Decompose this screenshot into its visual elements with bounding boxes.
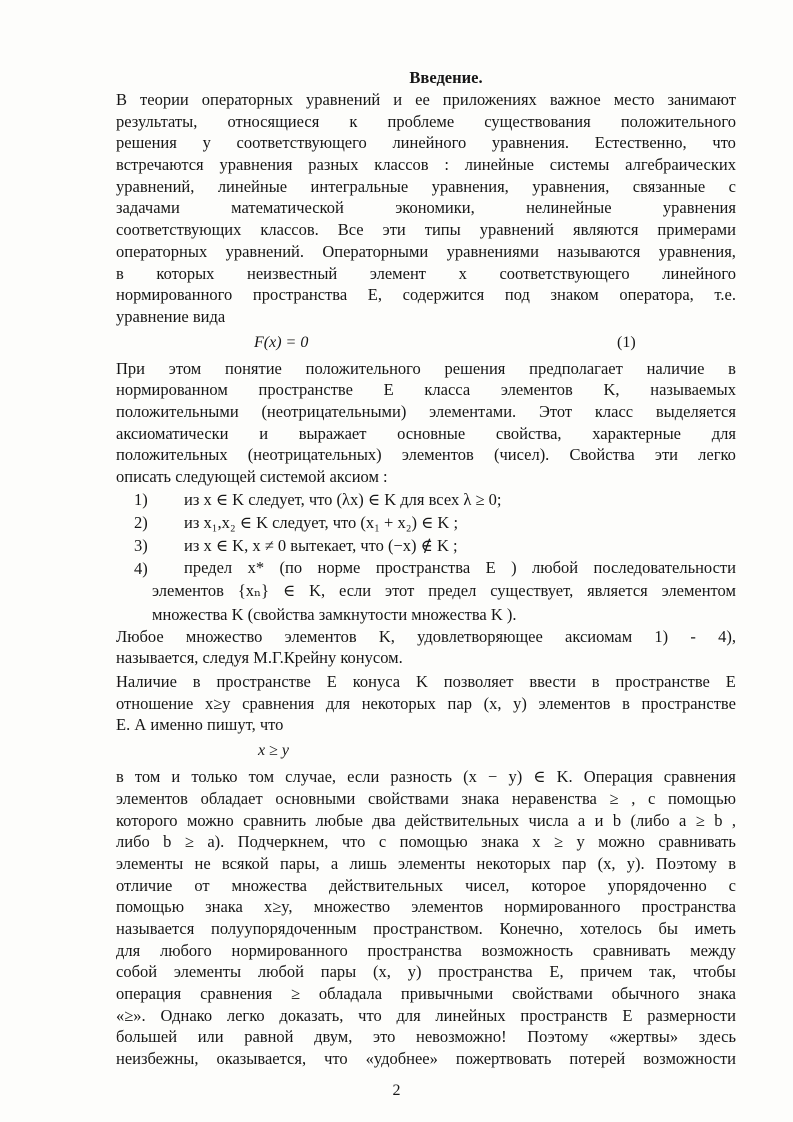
axiom-text: из x ∈ K следует, что (λx) ∈ K для всех λ ≥ 0; (184, 489, 502, 509)
equation-expression: F(x) = 0 (254, 333, 309, 351)
text-line: отношение x≥y сравнения для некоторых пар (x, y) элементов в пространстве (116, 693, 736, 713)
text-line: уравнение вида (116, 306, 226, 326)
axiom-item (116, 580, 736, 603)
text-line: E. А именно пишут, что (116, 715, 284, 735)
axiom-text: элементов {xₙ} ∈ K, если этот предел существует, является элементом (152, 580, 736, 600)
text-line: Любое множество элементов K, удовлетворяющее аксиомам 1) - 4), (116, 626, 736, 646)
text-line: которого можно сравнить любые два действительных числа a и b (либо a ≥ b , (116, 810, 736, 830)
document-page (116, 66, 736, 1070)
text-line: описать следующей системой аксиом : (116, 467, 388, 486)
text-line: помощью знака x≥y, множество элементов нормированного пространства (116, 897, 736, 917)
equation-1 (116, 328, 736, 358)
paragraph-intro (116, 89, 736, 328)
text-line: задачами математической экономики, нелинейные уравнения (116, 198, 736, 218)
text-line: уравнений, линейные интегральные уравнения, уравнения, связанные с (116, 176, 736, 196)
axiom-text: множества K (свойства замкнутости множества K ). (152, 604, 517, 624)
equation-number: (1) (617, 333, 636, 351)
paragraph-ordering (116, 671, 736, 736)
text-line: либо b ≥ a). Подчеркнем, что с помощью знака x ≥ y можно сравнивать (116, 832, 736, 852)
text-line: для любого нормированного пространства возможность сравнивать между (116, 940, 736, 960)
text-line: Наличие в пространстве E конуса K позволяет ввести в пространстве E (116, 672, 736, 692)
text-line: встречаются уравнения разных классов : линейные системы алгебраических (116, 155, 736, 175)
text-line: нормированном пространстве E класса элементов K, называемых (116, 380, 736, 400)
axiom-list (116, 488, 736, 626)
text-line: элементы не всякой пары, а лишь элементы некоторых пар (x, y). Поэтому в (116, 853, 736, 873)
axiom-number: 3) (134, 535, 148, 555)
text-line: нормированного пространства E, содержится под знаком оператора, т.е. (116, 285, 736, 305)
text-line: положительными (неотрицательными) элементами. Этот класс выделяется (116, 401, 736, 421)
text-line: называется, следуя М.Г.Крейну конусом. (116, 648, 403, 668)
axiom-item (116, 488, 736, 511)
text-line: операторных уравнений. Операторными уравнениями называются уравнения, (116, 241, 736, 261)
text-line: результаты, относящиеся к проблеме существования положительного (116, 111, 736, 131)
text-line: большей или равной двум, это невозможно! Поэтому «жертвы» здесь (116, 1027, 736, 1047)
text-line: В теории операторных уравнений и ее приложениях важное место занимают (116, 90, 736, 109)
axiom-item (116, 534, 736, 557)
text-line: в которых неизвестный элемент x соответствующего линейного (116, 263, 736, 283)
text-line: отличие от множества действительных чисел, которое упорядоченно с (116, 875, 736, 895)
paragraph-positive-solution (116, 358, 736, 488)
text-line: «≥». Однако легко доказать, что для линейных пространств E размерности (116, 1005, 736, 1025)
text-line: аксиоматически и выражает основные свойства, характерные для (116, 423, 736, 443)
text-line: называется полуупорядоченным пространством. Конечно, хотелось бы иметь (116, 918, 736, 938)
text-line: операция сравнения ≥ обладала привычными свойствами обычного знака (116, 984, 736, 1003)
text-line: собой элементы любой пары (x, y) пространства E, причем так, чтобы (116, 962, 736, 982)
axiom-number: 2) (134, 512, 148, 532)
axiom-item (116, 511, 736, 534)
axiom-item (116, 603, 736, 626)
inequality-formula: x ≥ y (258, 742, 289, 760)
text-line: При этом понятие положительного решения предполагает наличие в (116, 358, 736, 378)
text-line: соответствующих классов. Все эти типы уравнений являются примерами (116, 220, 736, 240)
axiom-number: 4) (134, 558, 148, 578)
paragraph-cone-definition (116, 626, 736, 669)
axiom-text: из x₁,x₂ ∈ K следует, что (x₁ + x₂) ∈ K ; (184, 512, 459, 532)
page-number: 2 (392, 1082, 401, 1099)
axiom-number: 1) (134, 489, 148, 509)
axiom-item (116, 557, 736, 580)
axiom-text: предел x* (по норме пространства E ) любой последовательности (184, 557, 736, 577)
text-line: решения у соответствующего линейного уравнения. Естественно, что (116, 133, 736, 153)
paragraph-comparison (116, 766, 736, 1070)
axiom-text: из x ∈ K, x ≠ 0 вытекает, что (−x) ∉ K ; (184, 535, 458, 555)
text-line: элементов обладает основными свойствами знака неравенства ≥ , с помощью (116, 788, 736, 808)
text-line: неизбежны, оказывается, что «удобнее» пожертвовать потерей возможности (116, 1049, 736, 1069)
text-line: в том и только том случае, если разность (x − y) ∈ K. Операция сравнения (116, 767, 736, 787)
text-line: положительных (неотрицательных) элементов (чисел). Свойства эти легко (116, 445, 736, 465)
section-title: Введение. (409, 68, 483, 87)
